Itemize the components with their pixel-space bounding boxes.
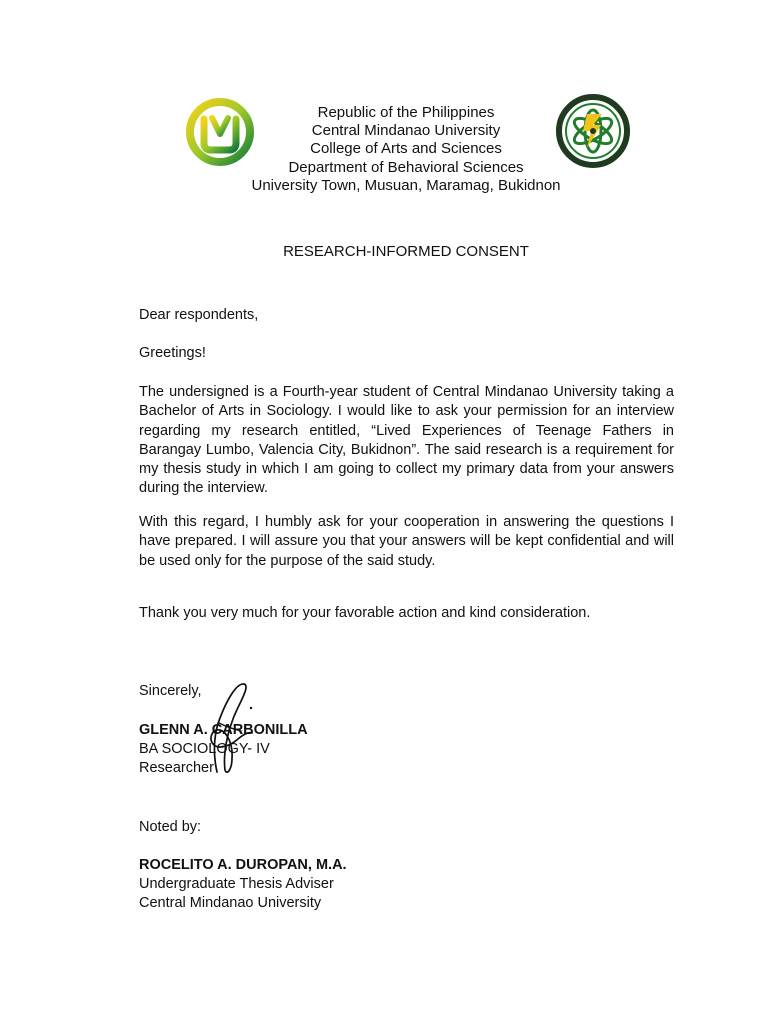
header-department: Department of Behavioral Sciences xyxy=(288,158,524,176)
document-title: RESEARCH-INFORMED CONSENT xyxy=(283,243,529,260)
header-college: College of Arts and Sciences xyxy=(310,140,502,158)
letter-paragraph-2: With this regard, I humbly ask for your cooperation in answering the questions I have prepared. I will assure you that your answers will be kept confidential and will be used only for the purpose of the said study. xyxy=(139,514,674,569)
adviser-position: Undergraduate Thesis Adviser xyxy=(139,876,334,892)
researcher-signature xyxy=(190,674,262,778)
researcher-name: GLENN A. CARBONILLA xyxy=(139,722,308,738)
salutation: Dear respondents, xyxy=(139,307,259,323)
researcher-program: BA SOCIOLOGY- IV xyxy=(139,741,270,757)
adviser-institution: Central Mindanao University xyxy=(139,895,322,911)
header-university: Central Mindanao University xyxy=(311,122,501,140)
header-republic: Republic of the Philippines xyxy=(317,104,495,121)
researcher-role: Researcher xyxy=(139,760,214,776)
closing: Sincerely, xyxy=(139,683,202,699)
letter-paragraph-1: The undersigned is a Fourth-year student of Central Mindanao University taking a Bachelor of Arts in Sociology. I would like to ask your permission for an interview regarding my research entitled, “Lived Experiences of Teenage Fathers in Barangay Lumbo, Valencia City, Bukidnon”. The said research is a requirement for my thesis study in which I am going to collect my primary data from your answers during the interview. xyxy=(139,384,674,497)
adviser-name: ROCELITO A. DUROPAN, M.A. xyxy=(139,857,347,873)
thank-you-line: Thank you very much for your favorable action and kind consideration. xyxy=(139,605,591,621)
noted-by-label: Noted by: xyxy=(139,819,202,835)
university-header xyxy=(200,104,612,195)
header-address: University Town, Musuan, Maramag, Bukidnon xyxy=(251,176,561,194)
greeting: Greetings! xyxy=(139,345,206,361)
